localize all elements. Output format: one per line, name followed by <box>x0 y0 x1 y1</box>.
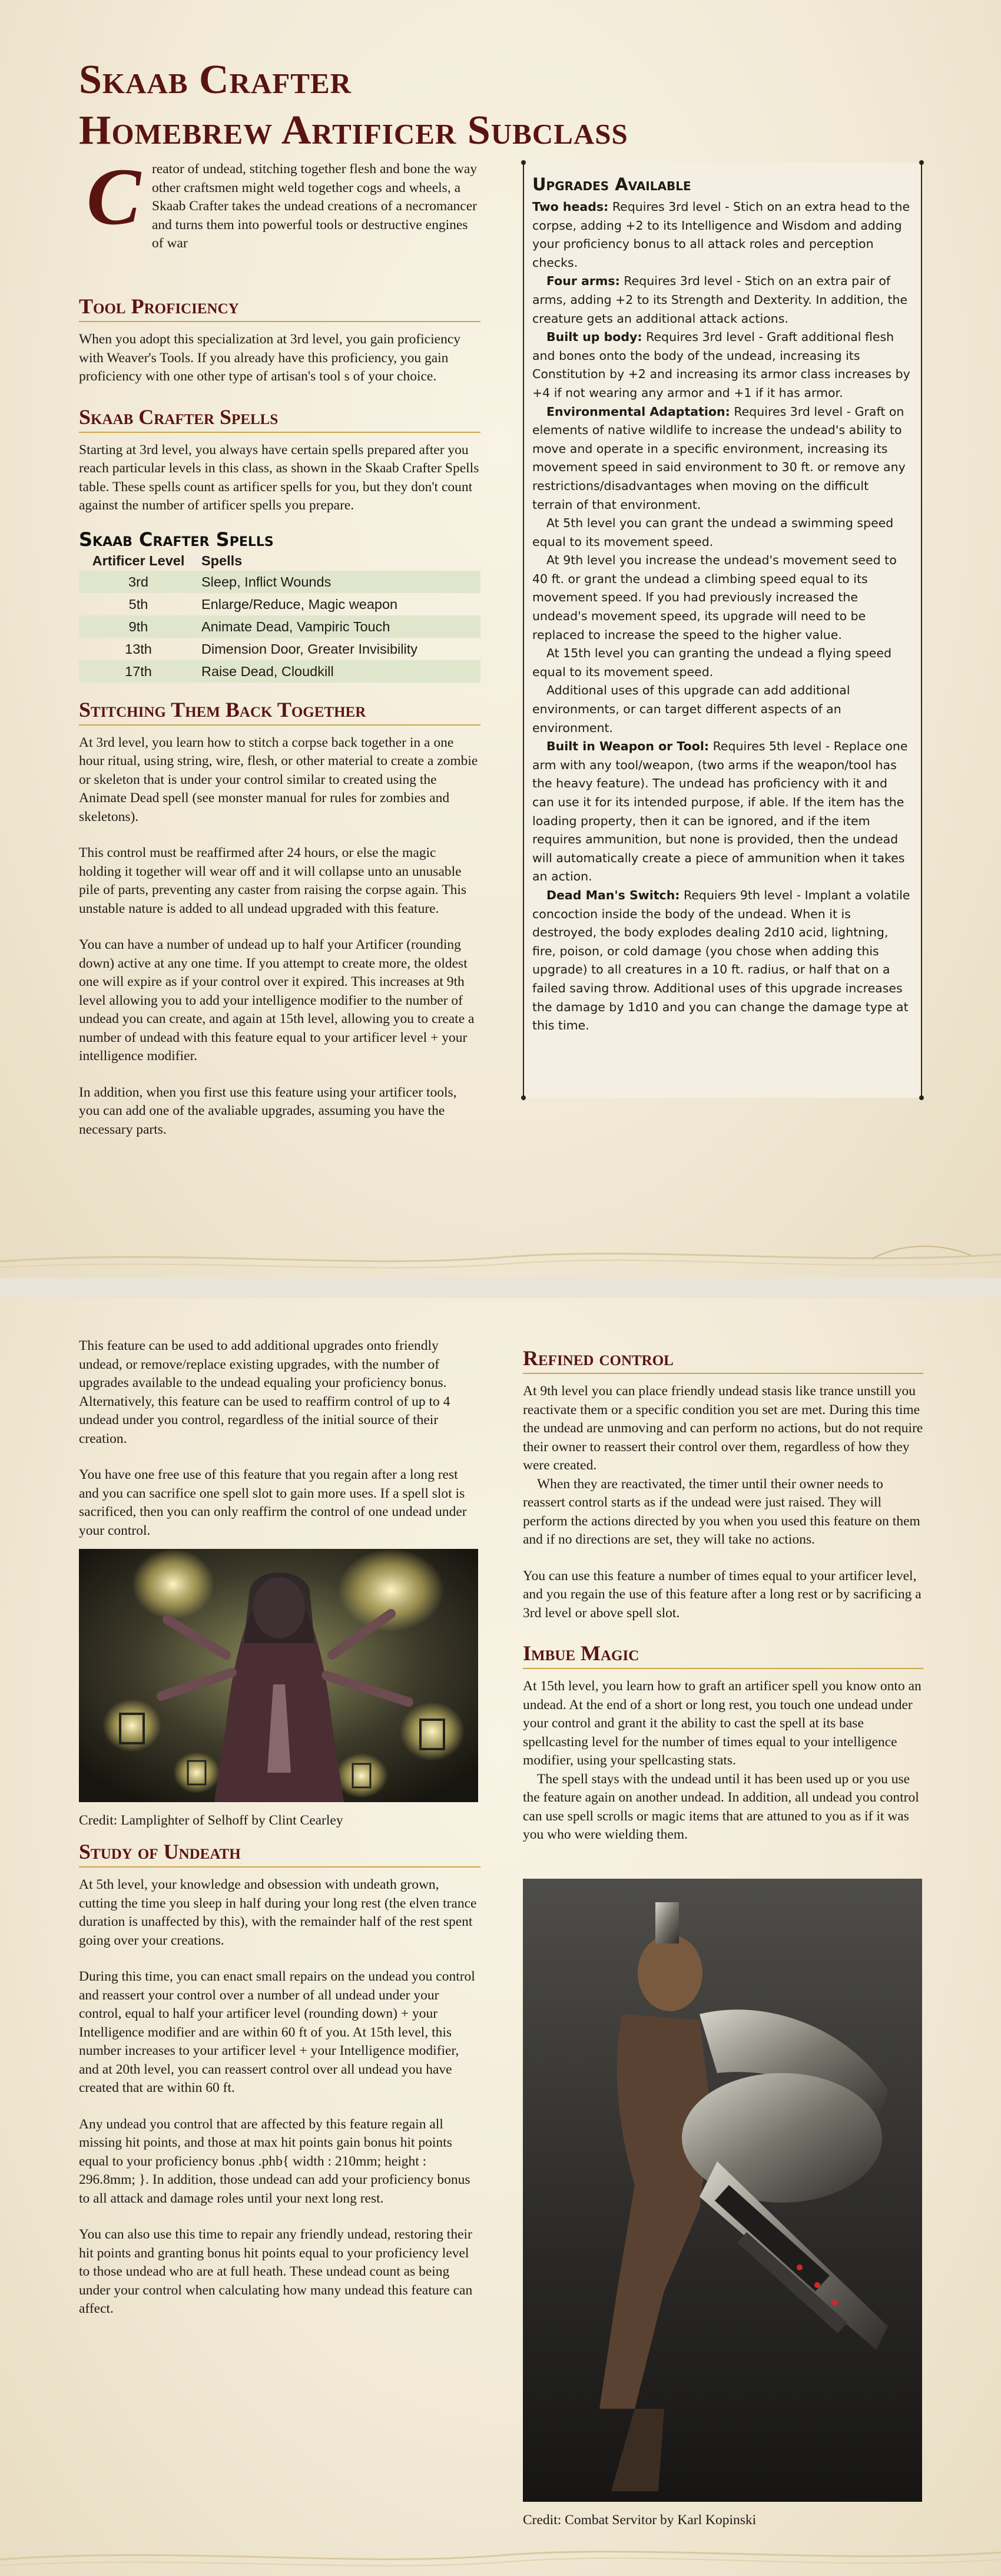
imbue-paragraph-2: The spell stays with the undead until it has been used up or you use the feature again on another undead. In addition, all undead you control can use spell scrolls or magic items that are attuned to you as if it was you who were wielding them. <box>523 1771 919 1842</box>
upgrade-text: Requires 3rd level - Graft additional flesh and bones onto the body of the undead, increasing its Constitution by +2 and increasing its armor class increases by +4 if not wearing any armor and +1 if it has armor. <box>532 330 910 400</box>
spell-table-header-spells: Spells <box>201 552 243 568</box>
refined-paragraph-1: At 9th level you can place friendly undead stasis like trance unstill you reactivate them or a specific condition you set are met. During this time the undead are unmoving and can perform no actions, but do not require their owner to reassert their control over them, regardless of how they were created. <box>523 1383 923 1473</box>
upgrades-note-box <box>523 163 922 1098</box>
page-separator <box>0 1278 1001 1298</box>
spell-level-cell: 3rd <box>79 571 198 593</box>
combat-servitor-illustration <box>523 1879 922 2502</box>
upgrade-name: Dead Man's Switch: <box>546 888 680 902</box>
spell-list-cell: Dimension Door, Greater Invisibility <box>201 641 417 657</box>
illustration-caption-1: Credit: Lamplighter of Selhoff by Clint Cearley <box>79 1813 343 1828</box>
spell-level-cell: 9th <box>79 615 198 638</box>
study-paragraph-3: Any undead you control that are affected by this feature regain all missing hit points, and those at max hit points gain bonus hit points equal to your proficiency bonus .phb{ width : 210mm; height : 296.8mm; }. In addition, those undead can add your proficiency bonus to all attack and damage roles until your next long rest. <box>79 2116 470 2206</box>
upgrade-text: Requiers 9th level - Implant a volatile concoction inside the body of the undead. When it is destroyed, the body explodes dealing 2d10 acid, lightning, fire, poison, or cold damage (you chose when adding this upgrade) to all creatures in a 10 ft. radius, or half that on a failed saving throw. Additional uses of this upgrade increases the damage by 1d10 and you can change the damage type at this time. <box>532 888 910 1033</box>
spell-list-cell: Raise Dead, Cloudkill <box>198 660 480 683</box>
stitching-paragraph-2: This control must be reaffirmed after 24 hours, or else the magic holding it together will wear off and it will collapse unto an unusable pile of parts, preventing any caster from raising the corpse again. This unstable nature is added to all undead upgraded with this feature. <box>79 845 467 916</box>
upgrades-heading: Upgrades Available <box>532 174 691 194</box>
refined-paragraph-2: When they are reactivated, the timer until their owner needs to reassert control starts as if the undead were just raised. They will perform the actions directed by you when you used this feature on them and if no directions are set, they will take no actions. <box>523 1476 920 1547</box>
crafter-spells-text: Starting at 3rd level, you always have certain spells prepared after you reach particular levels in this class, as shown in the Skaab Crafter Spells table. These spells count as artificer spells for you, but they don't count against the number of artificer spells you prepare. <box>79 442 479 513</box>
illustration-caption-2: Credit: Combat Servitor by Karl Kopinski <box>523 2512 757 2528</box>
upgrade-item <box>532 551 911 644</box>
tool-proficiency-heading: Tool Proficiency <box>79 293 480 322</box>
spell-table <box>79 551 480 683</box>
upgrade-item <box>532 198 911 272</box>
spell-list-cell: Enlarge/Reduce, Magic weapon <box>201 596 398 612</box>
stitching-paragraph-1: At 3rd level, you learn how to stitch a corpse back together in a one hour ritual, using string, wire, flesh, or other material to create a zombie or skeleton that is under your control similar to created using the Animate Dead spell (see monster manual for rules for zombies and skeletons). <box>79 734 478 825</box>
spell-level-cell: 13th <box>125 641 152 657</box>
table-row <box>79 638 480 660</box>
upgrade-use-paragraph: This feature can be used to add additional upgrades onto friendly undead, or remove/replace existing upgrades, with the number of upgrades available to the undead equaling your proficiency bonus. Alternatively, this feature can be used to reaffirm control of up to 4 undead under you control, regardless of the initial source of their creation. <box>79 1338 450 1446</box>
stitching-paragraph-3: You can have a number of undead up to half your Artificer (rounding down) active at any one time. If you attempt to create more, the oldest one will expire as if your control over it expired. This increases at 9th level allowing you to add your intelligence modifier to the number of undead you can create, and again at 15th level, allowing you to create a number of undead with this feature equal to your artificer level + your intelligence modifier. <box>79 937 475 1064</box>
left-column-page2 <box>79 1337 480 1558</box>
upgrade-item <box>532 681 911 737</box>
upgrade-item <box>532 328 911 402</box>
upgrade-name: Built up body: <box>546 330 642 345</box>
spell-table-header-level: Artificer Level <box>92 552 185 568</box>
refined-paragraph-3: You can use this feature a number of times equal to your artificer level, and you regain the use of this feature after a long rest or by sacrificing a 3rd level or above spell slot. <box>523 1568 922 1621</box>
intro-text: reator of undead, stitching together flesh and bone the way other craftsmen might weld together cogs and wheels, a Skaab Crafter takes the undead creations of a necromancer and turns them into powerful tools or destructive engines of war <box>152 161 478 251</box>
upgrade-text: Requires 3rd level - Graft on elements of native wildlife to increase the undead's ability to move and operate in a specific environment, increasing its movement speed in said environment to 30 ft. or remove any restrictions/disadvantages when moving on the difficult terrain of that environment. <box>532 404 906 512</box>
right-column-page2 <box>523 1345 923 1862</box>
upgrade-item <box>532 644 911 681</box>
imbue-paragraph-1: At 15th level, you learn how to graft an artificer spell you know onto an undead. At the end of a short or long rest, you touch one undead under your control and grant it the ability to cast the spell at its base spellcasting level for the number of times equal to your intelligence modifier, using your spellcasting stats. <box>523 1678 922 1768</box>
stitching-paragraph-4: In addition, when you first use this feature using your artificer tools, you can add one of the avaliable upgrades, assuming you have the necessary parts. <box>79 1084 457 1137</box>
stitching-heading: Stitching Them Back Together <box>79 697 480 726</box>
upgrade-text: Requires 3rd level - Stich on an extra head to the corpse, adding +2 to its Intelligence and Wisdom and adding your proficiency bonus to all attack roles and perception checks. <box>532 200 910 270</box>
footer-ornament <box>0 1225 1001 1278</box>
upgrade-item <box>532 737 911 886</box>
table-row <box>79 571 480 593</box>
upgrade-item <box>532 886 911 1035</box>
lamplighter-illustration <box>79 1549 478 1802</box>
page-title-line1: Skaab Crafter <box>79 57 352 102</box>
spell-level-cell: 17th <box>79 660 198 683</box>
refined-control-heading: Refined control <box>523 1345 923 1374</box>
page-2 <box>0 1298 1001 2576</box>
upgrade-name: Two heads: <box>532 200 609 214</box>
page-1 <box>0 0 1001 1278</box>
upgrade-text: Requires 5th level - Replace one arm with any tool/weapon, (two arms if the weapon/tool has the heavy feature). The undead has proficiency with it and can use it for its intended purpose, if able. If the item has the loading property, then it can be ignored, and if the item requires ammunition, but none is provided, then the undead will automatically create a piece of ammunition when it takes an action. <box>532 739 908 884</box>
study-heading: Study of Undeath <box>79 1839 480 1868</box>
spell-level-cell: 5th <box>128 596 148 612</box>
imbue-magic-heading: Imbue Magic <box>523 1640 923 1669</box>
intro-paragraph <box>79 151 479 266</box>
upgrade-text: At 5th level you can grant the undead a swimming speed equal to its movement speed. <box>532 516 894 549</box>
table-row <box>79 593 480 615</box>
spell-table-title: Skaab Crafter Spells <box>79 528 274 551</box>
study-paragraph-2: During this time, you can enact small repairs on the undead you control and reassert your control over a number of all undead under your control, equal to half your artificer level (rounding down) + your Intelligence modifier and are within 60 ft of you. At 15th level, this number increases to your artificer level + your Intelligence modifier, and at 20th level, you can reassert control over all undead you have created that are within 60 ft. <box>79 1969 475 2095</box>
study-paragraph-4: You can also use this time to repair any friendly undead, restoring their hit points and granting bonus hit points equal to your proficiency level to those undead who are at full heath. These undead count as being under your control when calculating how many undead this feature can affect. <box>79 2227 473 2316</box>
left-column <box>79 293 480 1157</box>
upgrade-item <box>532 272 911 328</box>
tool-proficiency-text: When you adopt this specialization at 3rd level, you gain proficiency with Weaver's Tools. If you already have this proficiency, you gain proficiency with one other type of artisan's tool s of your choice. <box>79 332 461 384</box>
table-row <box>79 615 480 638</box>
study-section <box>79 1839 480 2336</box>
upgrade-item <box>532 403 911 515</box>
upgrade-text: Additional uses of this upgrade can add additional environments, or can target different aspects of an environment. <box>532 683 850 735</box>
spell-list-cell: Animate Dead, Vampiric Touch <box>198 615 480 638</box>
study-paragraph-1: At 5th level, your knowledge and obsession with undeath grown, cutting the time you sleep in half during your long rest (the elven trance duration is unaffected by this), with the remainder half of the rest spent going over your creations. <box>79 1877 477 1948</box>
crafter-spells-heading: Skaab Crafter Spells <box>79 404 480 433</box>
upgrade-name: Four arms: <box>546 274 620 289</box>
upgrade-text: At 9th level you increase the undead's movement seed to 40 ft. or grant the undead a climbing speed equal to its movement speed. If you had previously increased the undead's movement speed, its upgrade will need to be replaced to increase the speed to the higher value. <box>532 553 897 642</box>
free-use-paragraph: You have one free use of this feature that you regain after a long rest and you can sacrifice one spell slot to gain more uses. If a spell slot is sacrificed, then you can only reaffirm the control of one undead under your control. <box>79 1467 467 1538</box>
upgrade-name: Environmental Adaptation: <box>546 404 730 419</box>
spell-list-cell: Sleep, Inflict Wounds <box>198 571 480 593</box>
upgrade-name: Built in Weapon or Tool: <box>546 739 710 754</box>
drop-cap: C <box>86 151 141 241</box>
table-row <box>79 660 480 683</box>
upgrade-text: At 15th level you can granting the undead a flying speed equal to its movement speed. <box>532 646 892 679</box>
upgrade-item <box>532 514 911 551</box>
page-title-line2: Homebrew Artificer Subclass <box>79 108 628 153</box>
footer-ornament <box>0 2523 1001 2576</box>
upgrade-text: Requires 3rd level - Stich on an extra pair of arms, adding +2 to its Strength and Dexterity. In addition, the creature gets an additional attack actions. <box>532 274 908 326</box>
